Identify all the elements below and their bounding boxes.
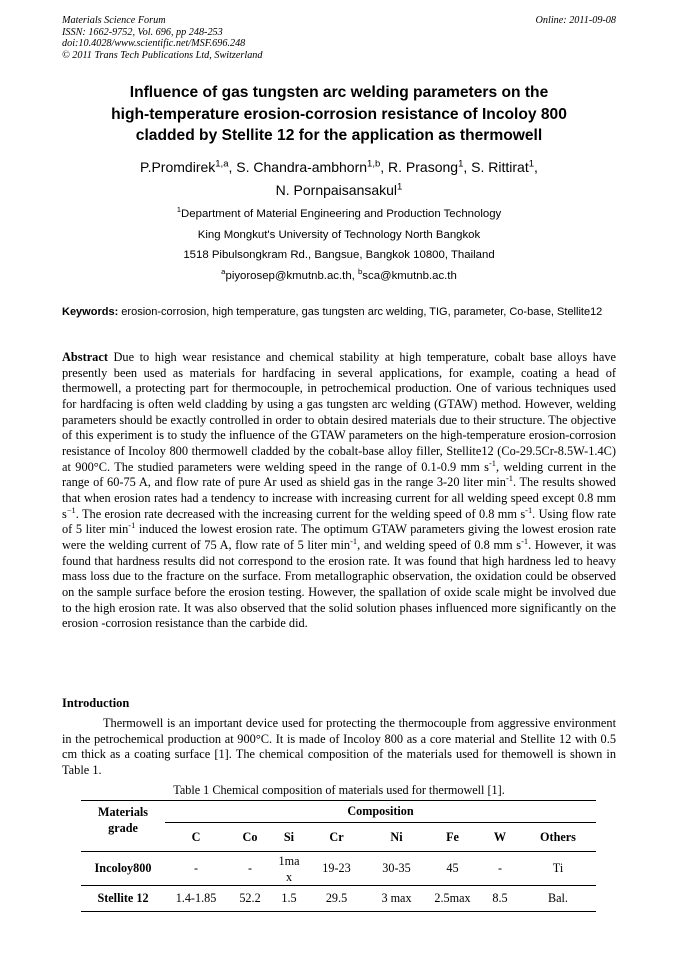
table-cell: 8.5: [492, 891, 508, 905]
grade-header-line-2: grade: [108, 821, 138, 835]
author-sup: 1: [458, 158, 464, 170]
introduction-heading: Introduction: [62, 696, 130, 710]
abstract-text: , and welding speed of 0.8 mm s: [357, 537, 522, 552]
table-cell: -: [193, 861, 199, 875]
row-grade: Stellite 12: [97, 891, 149, 905]
department-text: Department of Material Engineering and Production Technology: [181, 208, 502, 220]
column-header: Si: [283, 829, 295, 844]
abstract-text: . The erosion rate decreased with the increasing current for the welding speed of 0.8 mm s: [75, 506, 526, 521]
unit-sup: -1: [521, 536, 529, 546]
abstract-text: induced the lowest erosion rate. The optimum GTAW parameters giving the lowest erosion rate were the welding current of 75 A, flow rate of 5 liter min: [62, 522, 616, 552]
unit-sup: -1: [350, 536, 358, 546]
title-line-1: Influence of gas tungsten arc welding parameters on the: [129, 84, 549, 101]
affiliation-block: [62, 204, 616, 286]
unit-sup: -1: [505, 474, 513, 484]
author-name: , S. Rittirat: [463, 159, 529, 175]
author-name: P.Promdirek: [140, 159, 216, 175]
table-cell: Ti: [552, 861, 564, 875]
author-separator: ,: [534, 159, 538, 175]
unit-sup: -1: [525, 505, 533, 515]
table-cell: 3 max: [381, 891, 412, 905]
composition-header: Composition: [165, 801, 596, 823]
copyright-line: © 2011 Trans Tech Publications Ltd, Switzerland: [62, 49, 263, 61]
grade-header-line-1: Materials: [97, 805, 149, 819]
table-cell: 52.2: [239, 891, 261, 905]
author-sup: 1,a: [215, 158, 229, 170]
author-sup: 1: [397, 181, 403, 193]
author-line-2: [62, 179, 616, 202]
column-header: Ni: [390, 829, 403, 844]
table-cell: 2.5max: [434, 891, 471, 905]
column-header: Co: [242, 829, 258, 844]
abstract-block: [62, 350, 616, 632]
table-cell: -: [497, 861, 503, 875]
table-caption: Table 1 Chemical composition of materials used for thermowell [1].: [173, 783, 505, 797]
affiliation-sup: 1: [176, 205, 182, 215]
affiliation-department: [62, 204, 616, 225]
author-sup: 1,b: [367, 158, 381, 170]
email-a: piyorosep@kmutnb.ac.th,: [225, 269, 358, 282]
table-cell: 1.5: [281, 891, 297, 905]
table-cell: 30-35: [382, 861, 411, 875]
row-grade: Incoloy800: [94, 861, 152, 875]
author-list: [62, 156, 616, 202]
composition-table: [81, 800, 596, 912]
author-name: N. Pornpaisansakul: [275, 182, 398, 198]
issn-line: ISSN: 1662-9752, Vol. 696, pp 248-253: [62, 26, 223, 38]
table-header-row: [81, 801, 596, 823]
affiliation-university: King Mongkut's University of Technology North Bangkok: [197, 228, 481, 241]
author-name: , R. Prasong: [380, 159, 459, 175]
keywords-text: erosion-corrosion, high temperature, gas tungsten arc welding, TIG, parameter, Co-base, Stellite12: [118, 306, 603, 318]
abstract-text: . However, it was found that hardness results did not correspond to the erosion rate. It was found that high hardness led to heavy mass loss due to the fracture on the surface. From metallographic observation, the oxidation could be observed on the sample surface before the erosion testing. However, the spallation of oxide scale might be involved due to the high erosion rate. It was also observed that the solid solution phases influenced more significantly on the erosion -corrosion resistance than the carbide did.: [62, 537, 616, 631]
keywords-label: Keywords:: [62, 306, 119, 318]
unit-sup: -1: [489, 458, 496, 468]
abstract-text: . Using flow rate of 5 liter min: [62, 506, 616, 537]
column-header: Cr: [329, 829, 344, 844]
table-cell: 29.5: [325, 891, 348, 905]
title-line-3: cladded by Stellite 12 for the application as thermowell: [135, 127, 543, 144]
table-cell: 45: [446, 861, 459, 875]
keywords-block: [62, 305, 616, 320]
affiliation-emails: [62, 266, 616, 287]
title-line-2: high-temperature erosion-corrosion resistance of Incoloy 800: [111, 105, 567, 123]
unit-sup: −1: [66, 505, 76, 515]
grade-header: [81, 801, 165, 852]
table-row: [81, 886, 596, 912]
unit-sup: -1: [128, 521, 136, 531]
column-header: W: [493, 829, 507, 844]
table-cell: -: [247, 861, 253, 875]
author-line-1: [62, 156, 616, 179]
email-sup: a: [221, 266, 226, 276]
table-cell: 19-23: [322, 861, 351, 875]
doi-line: doi:10.4028/www.scientific.net/MSF.696.248: [62, 38, 246, 50]
introduction-paragraph: Thermowell is an important device used for protecting the thermocouple from aggressive environment in the petrochemical production at 900°C. It is made of Incoloy 800 as a core material and Stellite 12 with 0.5 cm thick as a coating surface [1]. The chemical composition of the materials used for themowell is shown in Table 1.: [62, 716, 616, 778]
email-sup: b: [357, 266, 363, 276]
online-date: Online: 2011-09-08: [535, 15, 616, 26]
table-cell: Bal.: [548, 891, 568, 905]
affiliation-address: 1518 Pibulsongkram Rd., Bangsue, Bangkok 10800, Thailand: [183, 249, 495, 261]
table-row: [81, 852, 596, 886]
abstract-label: Abstract: [62, 350, 108, 364]
journal-header: [62, 15, 262, 61]
column-header: Fe: [446, 829, 459, 844]
email-b: sca@kmutnb.ac.th: [362, 269, 457, 282]
table-cell: 1.4-1.85: [175, 891, 217, 905]
column-header: C: [191, 829, 201, 844]
abstract-text: , welding current in the range of 60-75 A, and flow rate of pure Ar used as shield gas in the range 3-20 liter min: [62, 459, 616, 490]
paper-title: [62, 82, 616, 147]
author-sup: 1: [528, 158, 535, 170]
author-name: , S. Chandra-ambhorn: [228, 159, 368, 175]
column-header: Others: [540, 829, 576, 844]
table-cell: 1ma x: [278, 853, 300, 884]
abstract-text: Due to high wear resistance and chemical stability at high temperature, cobalt base alloys have presently been used as materials for hardfacing in several applications, for example, coating a head of thermowell, a protecting part for thermocouple, in petrochemical production. One of various techniques used for hardfacing is often weld cladding by using a gas tungsten arc welding (GTAW) method. However, welding parameters should be exactly controlled in order to obtain desired materials due to their structure. The objective of this experiment is to study the influence of the GTAW parameters on the high-temperature erosion-corrosion resistance of Incoloy 800 thermowell cladded by the cobalt-base alloy filler, Stellite12 (Co-29.5Cr-8.5W-1.4C) at 900°C. The studied parameters were welding speed in the range of 0.1-0.9 mm s: [62, 350, 616, 474]
journal-name: Materials Science Forum: [62, 15, 166, 26]
abstract-text: . The results showed that when erosion rates had a tendency to increase with increasing current for all welding speed except 0.8 mm s: [62, 475, 616, 521]
